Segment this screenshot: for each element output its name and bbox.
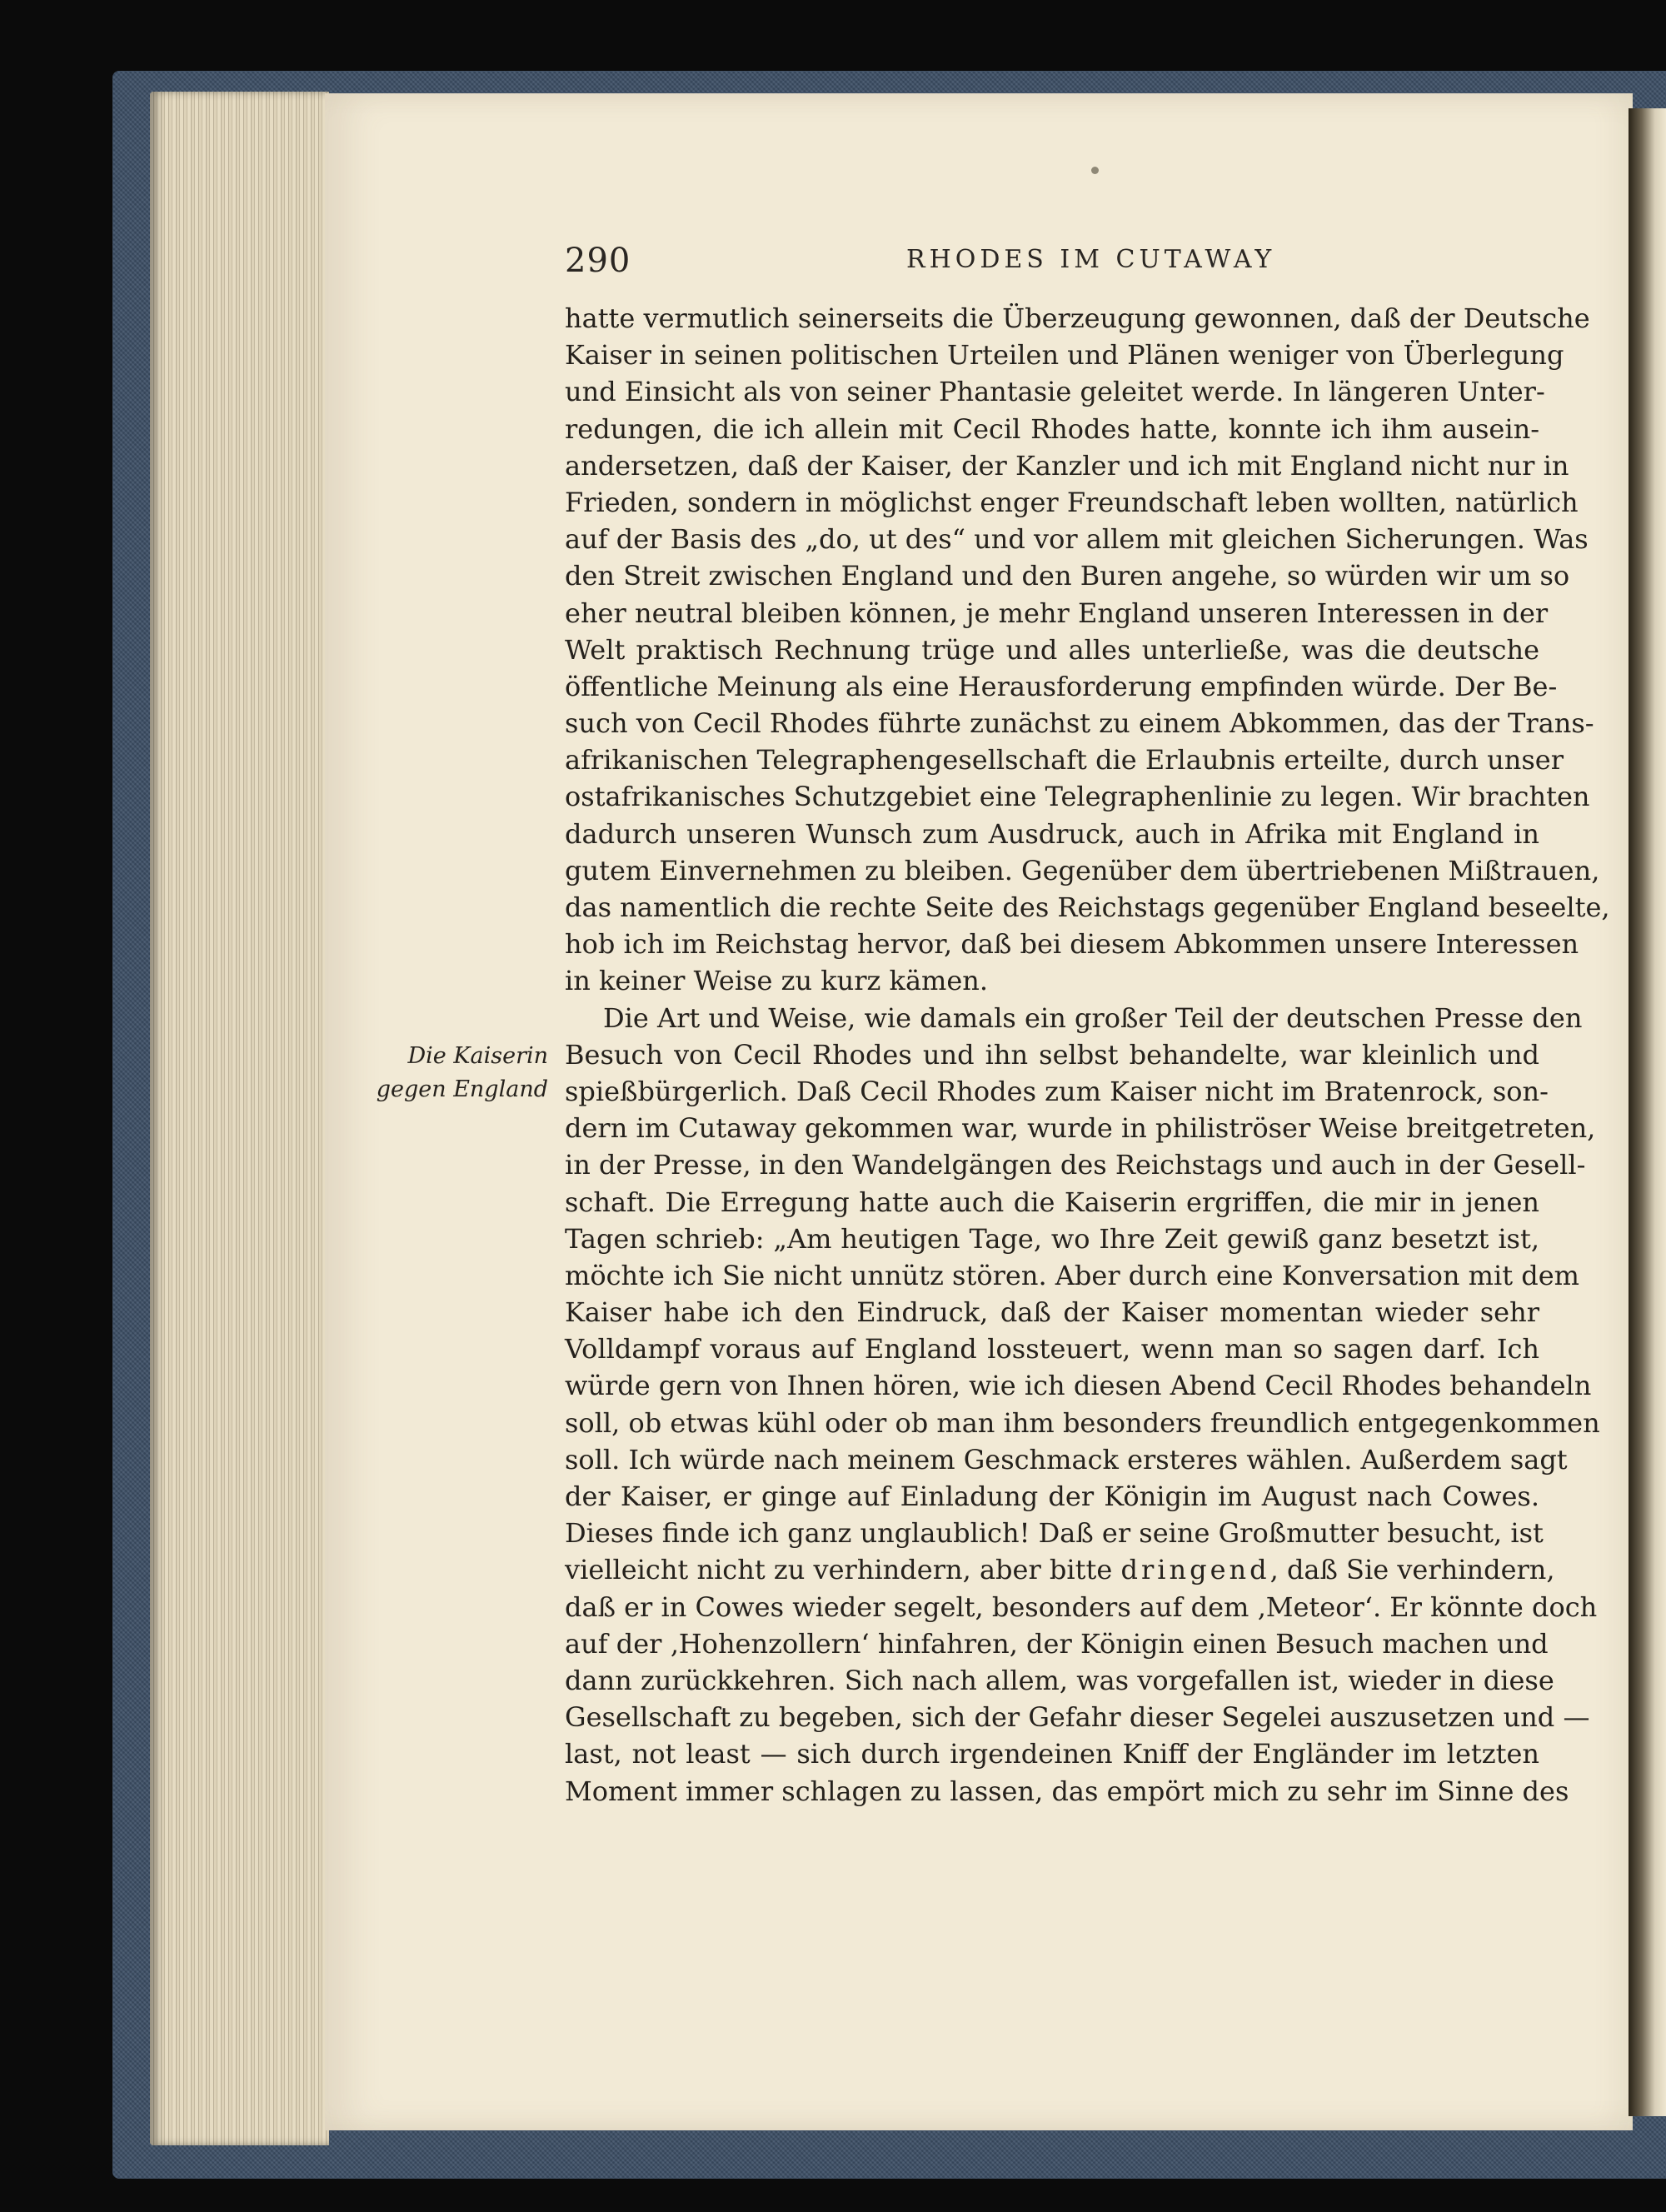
running-header bbox=[565, 242, 1539, 292]
text-line: möchte ich Sie nicht unnütz stören. Aber durch eine Konversation mit dem bbox=[565, 1259, 1580, 1291]
marginal-note bbox=[358, 1040, 548, 1106]
text-line: eher neutral bleiben können, je mehr England unseren Interessen in der bbox=[565, 597, 1549, 629]
facing-page-edge bbox=[1629, 108, 1666, 2116]
text-line: dern im Cutaway gekommen war, wurde in philiströser Weise breitgetreten, bbox=[565, 1112, 1596, 1145]
marginal-note-line: Die Kaiserin bbox=[407, 1043, 548, 1069]
text-line: Kaiser habe ich den Eindruck, daß der Kaiser momentan wieder sehr bbox=[565, 1296, 1539, 1329]
text-line: Welt praktisch Rechnung trüge und alles unterließe, was die deutsche bbox=[565, 633, 1539, 666]
text-line: öffentliche Meinung als eine Herausforderung empfinden würde. Der Be- bbox=[565, 670, 1558, 702]
text-line: schaft. Die Erregung hatte auch die Kaiserin ergriffen, die mir in jenen bbox=[565, 1186, 1539, 1218]
text-line: in keiner Weise zu kurz kämen. bbox=[565, 965, 989, 997]
text-line: würde gern von Ihnen hören, wie ich diesen Abend Cecil Rhodes behandeln bbox=[565, 1370, 1592, 1402]
ink-dot bbox=[1091, 167, 1099, 174]
text-line: redungen, die ich allein mit Cecil Rhodes hatte, konnte ich ihm ausein- bbox=[565, 412, 1539, 445]
text-line: Dieses finde ich ganz unglaublich! Daß er seine Großmutter besucht, ist bbox=[565, 1517, 1544, 1550]
text-line: Tagen schrieb: „Am heutigen Tage, wo Ihre Zeit gewiß ganz besetzt ist, bbox=[565, 1222, 1539, 1255]
text-line: Gesellschaft zu begeben, sich der Gefahr dieser Segelei auszusetzen und — bbox=[565, 1701, 1590, 1734]
text-line: spießbürgerlich. Daß Cecil Rhodes zum Kaiser nicht im Bratenrock, son- bbox=[565, 1075, 1549, 1107]
running-title: RHODES IM CUTAWAY bbox=[906, 245, 1276, 274]
text-line: und Einsicht als von seiner Phantasie geleitet werde. In längeren Unter- bbox=[565, 376, 1545, 408]
text-line: auf der Basis des „do, ut des“ und vor allem mit gleichen Sicherungen. Was bbox=[565, 523, 1589, 556]
text-line: Kaiser in seinen politischen Urteilen und Plänen weniger von Überlegung bbox=[565, 339, 1564, 372]
text-segment: vielleicht nicht zu verhindern, aber bitte bbox=[565, 1554, 1113, 1586]
text-line: Moment immer schlagen zu lassen, das empört mich zu sehr im Sinne des bbox=[565, 1775, 1569, 1807]
text-line: Frieden, sondern in möglichst enger Freundschaft leben wollten, natürlich bbox=[565, 486, 1579, 518]
text-line: ostafrikanisches Schutzgebiet eine Telegraphenlinie zu legen. Wir brachten bbox=[565, 781, 1590, 813]
text-line: soll. Ich würde nach meinem Geschmack ersteres wählen. Außerdem sagt bbox=[565, 1443, 1568, 1475]
text-line: auf der ‚Hohenzollern‘ hinfahren, der Königin einen Besuch machen und bbox=[565, 1627, 1549, 1660]
page-number: 290 bbox=[565, 242, 631, 280]
text-segment: , daß Sie verhindern, bbox=[1269, 1554, 1555, 1586]
text-line: daß er in Cowes wieder segelt, besonders auf dem ‚Meteor‘. Er könnte doch bbox=[565, 1590, 1598, 1623]
text-line-mixed bbox=[565, 1551, 1555, 1588]
text-line: Besuch von Cecil Rhodes und ihn selbst behandelte, war kleinlich und bbox=[565, 1038, 1539, 1071]
text-line: Die Art und Weise, wie damals ein großer Teil der deutschen Presse den bbox=[603, 1001, 1583, 1034]
page-edges bbox=[150, 92, 329, 2145]
text-line: dann zurückkehren. Sich nach allem, was vorgefallen ist, wieder in diese bbox=[565, 1664, 1554, 1696]
text-line: das namentlich die rechte Seite des Reichstags gegenüber England beseelte, bbox=[565, 891, 1610, 923]
text-line: such von Cecil Rhodes führte zunächst zu einem Abkommen, das der Trans- bbox=[565, 707, 1594, 740]
marginal-note-line: gegen England bbox=[376, 1076, 548, 1102]
text-line: in der Presse, in den Wandelgängen des Reichstags und auch in der Gesell- bbox=[565, 1149, 1586, 1181]
text-line: gutem Einvernehmen zu bleiben. Gegenüber dem übertriebenen Mißtrauen, bbox=[565, 854, 1600, 886]
text-line: den Streit zwischen England und den Buren angehe, so würden wir um so bbox=[565, 560, 1570, 592]
text-line: soll, ob etwas kühl oder ob man ihm besonders freundlich entgegenkommen bbox=[565, 1406, 1600, 1439]
text-line: dadurch unseren Wunsch zum Ausdruck, auch in Afrika mit England in bbox=[565, 817, 1539, 850]
text-line: hob ich im Reichstag hervor, daß bei diesem Abkommen unsere Interessen bbox=[565, 928, 1579, 961]
body-text bbox=[565, 300, 1610, 1810]
text-line: andersetzen, daß der Kaiser, der Kanzler und ich mit England nicht nur in bbox=[565, 449, 1569, 482]
text-line: hatte vermutlich seinerseits die Überzeugung gewonnen, daß der Deutsche bbox=[565, 302, 1590, 334]
text-line: last, not least — sich durch irgendeinen Kniff der Engländer im letzten bbox=[565, 1738, 1539, 1770]
text-line: Volldampf voraus auf England lossteuert, wenn man so sagen darf. Ich bbox=[565, 1333, 1539, 1366]
text-line: afrikanischen Telegraphengesellschaft die Erlaubnis erteilte, durch unser bbox=[565, 744, 1564, 776]
emphasized-word: dringend bbox=[1120, 1554, 1270, 1586]
text-line: der Kaiser, er ginge auf Einladung der Königin im August nach Cowes. bbox=[565, 1480, 1539, 1512]
